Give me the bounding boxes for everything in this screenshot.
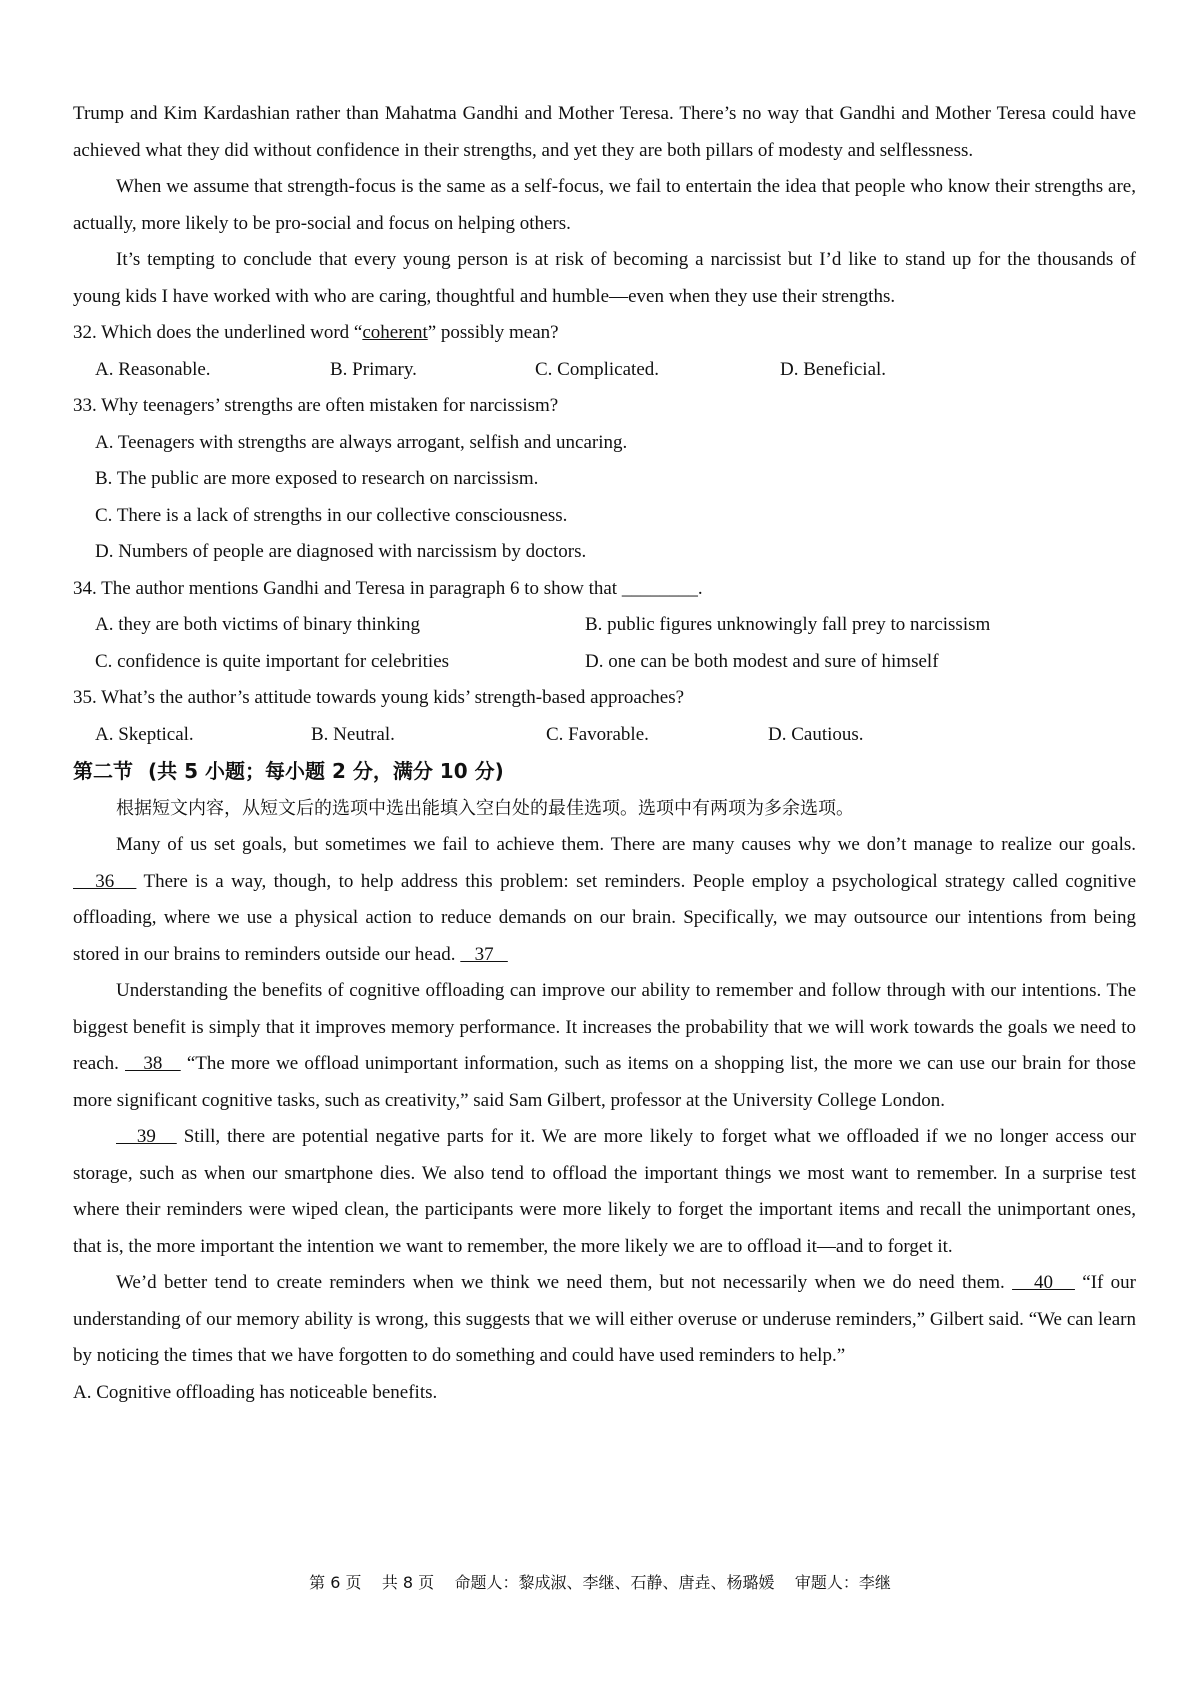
option-b[interactable]: B. The public are more exposed to research on narcissism.	[95, 468, 539, 489]
option-a[interactable]: A. Teenagers with strengths are always arrogant, selfish and uncaring.	[95, 431, 628, 453]
question-34-stem: 34. The author mentions Gandhi and Teresa in paragraph 6 to show that ________.	[73, 577, 703, 599]
page-content	[73, 96, 1136, 1411]
question-34-options-row1	[73, 607, 1136, 644]
question-35-stem: 35. What’s the author’s attitude towards young kids’ strength-based approaches?	[73, 687, 685, 708]
page-footer: 第 6 页 共 8 页 命题人：黎成淑、李继、石静、唐垚、杨璐媛 审题人：李继	[309, 1573, 891, 1592]
passage-paragraph: Trump and Kim Kardashian rather than Mahatma Gandhi and Mother Teresa. There’s no way that Gandhi and Mother Teresa could have achieved what they did without confidence in their strengths, and yet they are both pillars of modesty and selflessness.	[73, 103, 1136, 161]
question-33-stem: 33. Why teenagers’ strengths are often mistaken for narcissism?	[73, 395, 559, 416]
option-b[interactable]: B. Primary.	[330, 358, 417, 380]
option-d[interactable]: D. one can be both modest and sure of himself	[585, 650, 939, 672]
option-d[interactable]: D. Numbers of people are diagnosed with narcissism by doctors.	[95, 541, 587, 562]
passage-paragraph: It’s tempting to conclude that every young person is at risk of becoming a narcissist but I’d like to stand up for the thousands of young kids I have worked with who are caring, thoughtful and humble—even when they use their strengths.	[73, 249, 1136, 307]
option-d[interactable]: D. Beneficial.	[780, 358, 887, 380]
blank-38[interactable]: 38	[125, 1053, 181, 1074]
option-a[interactable]: A. Skeptical.	[95, 723, 194, 745]
option-c[interactable]: C. Complicated.	[535, 358, 660, 380]
section-instruction: 根据短文内容，从短文后的选项中选出能填入空白处的最佳选项。选项中有两项为多余选项。	[116, 797, 854, 819]
option-c[interactable]: C. There is a lack of strengths in our collective consciousness.	[95, 504, 568, 526]
question-32-options	[73, 352, 1136, 389]
option-a[interactable]: A. they are both victims of binary thinking	[95, 614, 421, 635]
option-b[interactable]: B. public figures unknowingly fall prey to narcissism	[585, 614, 991, 635]
option-d[interactable]: D. Cautious.	[768, 723, 864, 745]
blank-37[interactable]: 37	[460, 943, 508, 965]
option-c[interactable]: C. confidence is quite important for celebrities	[95, 650, 450, 672]
blank-40[interactable]: 40	[1012, 1272, 1075, 1293]
option-c[interactable]: C. Favorable.	[546, 723, 649, 745]
option-a[interactable]: A. Reasonable.	[95, 358, 211, 380]
question-32-stem: 32. Which does the underlined word “coherent” possibly mean?	[73, 322, 559, 343]
underlined-word: coherent	[362, 322, 428, 343]
cloze-paragraph: Many of us set goals, but sometimes we fail to achieve them. There are many causes why we don’t manage to realize our goals. 36 There is a way, though, to help address this problem: set reminders. People employ a psychological strategy called cognitive offloading, where we use a physical action to reduce demands on our brain. Specifically, we may outsource our intentions from being stored in our brains to reminders outside our head. 37	[73, 834, 1136, 965]
question-34-options-row2	[73, 644, 1136, 681]
option-b[interactable]: B. Neutral.	[311, 723, 395, 745]
blank-39[interactable]: 39	[116, 1126, 177, 1147]
blank-36[interactable]: 36	[73, 870, 137, 892]
cloze-option-a: A. Cognitive offloading has noticeable benefits.	[73, 1381, 438, 1403]
cloze-paragraph: 39 Still, there are potential negative parts for it. We are more likely to forget what we offloaded if we no longer access our storage, such as when our smartphone dies. We also tend to offload the important things we most want to remember. In a surprise test where their reminders were wiped clean, the participants were more likely to forget the important items and recall the unimportant ones, that is, the more important the intention we want to remember, the more likely we are to offload it—and to forget it.	[73, 1126, 1137, 1257]
question-35-options	[73, 717, 1136, 754]
passage-paragraph: When we assume that strength-focus is the same as a self-focus, we fail to entertain the idea that people who know their strengths are, actually, more likely to be pro-social and focus on helping others.	[73, 176, 1136, 234]
cloze-paragraph: We’d better tend to create reminders when we think we need them, but not necessarily when we do need them. 40 “If our understanding of our memory ability is wrong, this suggests that we will either overuse or underuse reminders,” Gilbert said. “We can learn by noticing the times that we have forgotten to do something and could have used reminders to help.”	[73, 1272, 1136, 1366]
section-heading: 第二节 (共 5 小题；每小题 2 分，满分 10 分)	[73, 759, 504, 783]
answer-blank: ________	[621, 577, 698, 599]
cloze-paragraph: Understanding the benefits of cognitive offloading can improve our ability to remember and follow through with our intentions. The biggest benefit is simply that it improves memory performance. It increases the probability that we will work towards the goals we need to reach. 38 “The more we offload unimportant information, such as items on a shopping list, the more we can use our brain for those more significant cognitive tasks, such as creativity,” said Sam Gilbert, professor at the University College London.	[73, 980, 1136, 1111]
